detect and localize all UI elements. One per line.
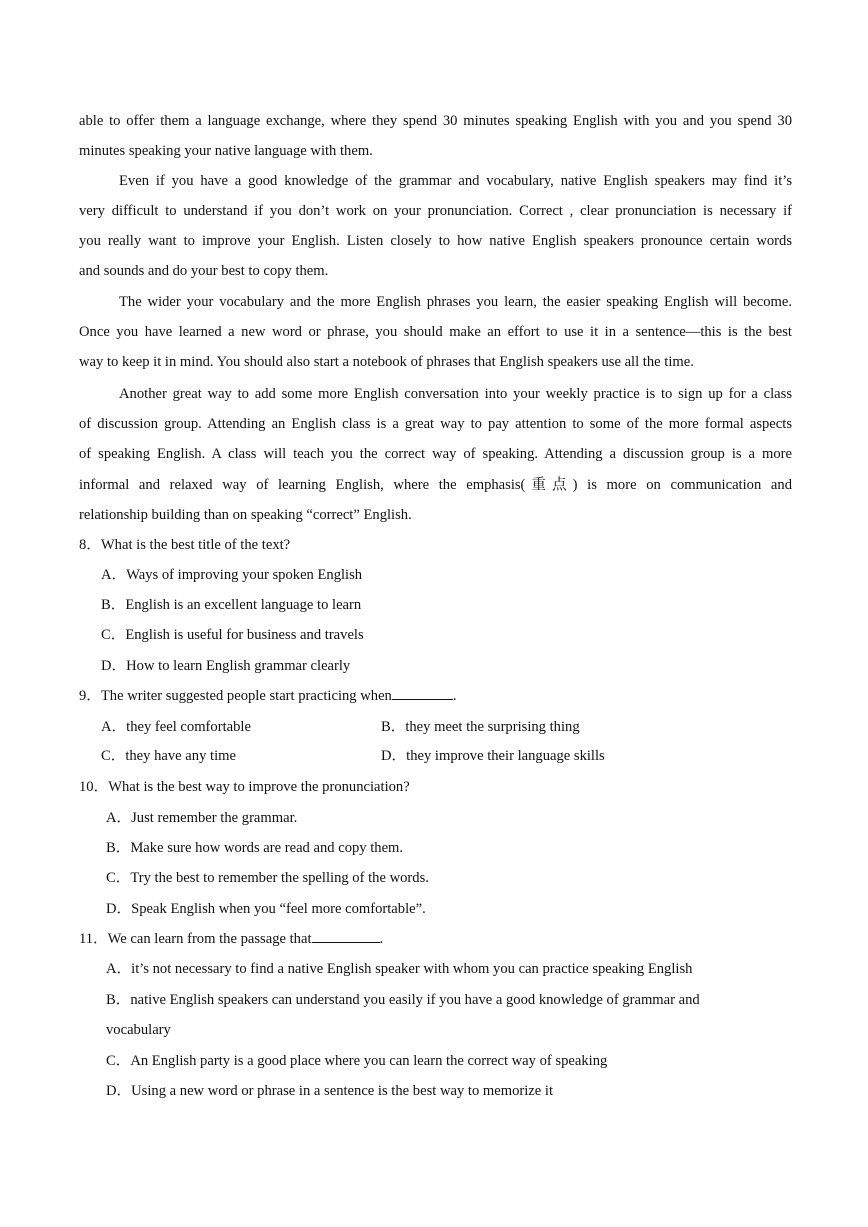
- question-8-stem: 8．What is the best title of the text?: [79, 537, 291, 553]
- question-11-end: .: [379, 931, 384, 947]
- passage-line: way to keep it in mind. You should also start a notebook of phrases that English speakers use all the time.: [79, 354, 694, 370]
- passage-line: Even if you have a good knowledge of the grammar and vocabulary, native English speakers may find it’s: [119, 173, 792, 189]
- question-10-option-b[interactable]: B．Make sure how words are read and copy them.: [106, 840, 404, 856]
- question-9-option-a[interactable]: A．they feel comfortable: [101, 719, 251, 735]
- passage-line: minutes speaking your native language with them.: [79, 143, 373, 159]
- answer-blank[interactable]: [312, 928, 380, 943]
- passage-line: of discussion group. Attending an English class is a great way to pay attention to some of the more formal aspects: [79, 416, 792, 432]
- passage-line: able to offer them a language exchange, where they spend 30 minutes speaking English with you and you spend 30: [79, 113, 792, 129]
- question-9-end: .: [452, 688, 457, 704]
- question-11-option-d[interactable]: D．Using a new word or phrase in a sentence is the best way to memorize it: [106, 1083, 554, 1099]
- question-10-option-c[interactable]: C．Try the best to remember the spelling of the words.: [106, 870, 429, 886]
- passage-line: Another great way to add some more English conversation into your weekly practice is to sign up for a class: [119, 386, 792, 402]
- question-11-option-b-continued: vocabulary: [106, 1022, 171, 1038]
- passage-line: you really want to improve your English. Listen closely to how native English speakers pronounce certain words: [79, 233, 792, 249]
- question-9-text: 9．The writer suggested people start practicing when: [79, 688, 392, 704]
- passage-line: and sounds and do your best to copy them.: [79, 263, 329, 279]
- question-10-stem: 10．What is the best way to improve the pronunciation?: [79, 779, 410, 795]
- question-8-option-d[interactable]: D．How to learn English grammar clearly: [101, 658, 351, 674]
- question-8-option-b[interactable]: B．English is an excellent language to learn: [101, 597, 362, 613]
- passage-line: Once you have learned a new word or phrase, you should make an effort to use it in a sentence—this is the best: [79, 324, 792, 340]
- passage-line: The wider your vocabulary and the more English phrases you learn, the easier speaking English will become.: [119, 294, 792, 310]
- question-8-option-a[interactable]: A．Ways of improving your spoken English: [101, 567, 363, 583]
- passage-line: very difficult to understand if you don’t work on your pronunciation. Correct , clear pronunciation is necessary if: [79, 203, 792, 219]
- question-11-option-a[interactable]: A．it’s not necessary to find a native English speaker with whom you can practice speaking English: [106, 961, 693, 977]
- passage-line: of speaking English. A class will teach you the correct way of speaking. Attending a discussion group is a more: [79, 446, 792, 462]
- question-10-option-d[interactable]: D．Speak English when you “feel more comfortable”.: [106, 901, 426, 917]
- question-11-option-b[interactable]: B．native English speakers can understand you easily if you have a good knowledge of grammar and: [106, 992, 700, 1008]
- question-11-text: 11．We can learn from the passage that: [79, 931, 312, 947]
- passage-line: relationship building than on speaking “correct” English.: [79, 507, 412, 523]
- question-11-option-c[interactable]: C．An English party is a good place where you can learn the correct way of speaking: [106, 1053, 608, 1069]
- passage-line: informal and relaxed way of learning English, where the emphasis(重点) is more on communication and: [79, 477, 792, 493]
- question-9-option-b[interactable]: B．they meet the surprising thing: [381, 719, 580, 735]
- question-10-option-a[interactable]: A．Just remember the grammar.: [106, 810, 298, 826]
- question-11-stem: [79, 924, 383, 954]
- question-9-stem: [79, 681, 457, 711]
- question-9-option-d[interactable]: D．they improve their language skills: [381, 748, 605, 764]
- question-8-option-c[interactable]: C．English is useful for business and travels: [101, 627, 364, 643]
- question-9-option-c[interactable]: C．they have any time: [101, 748, 236, 764]
- answer-blank[interactable]: [392, 685, 453, 700]
